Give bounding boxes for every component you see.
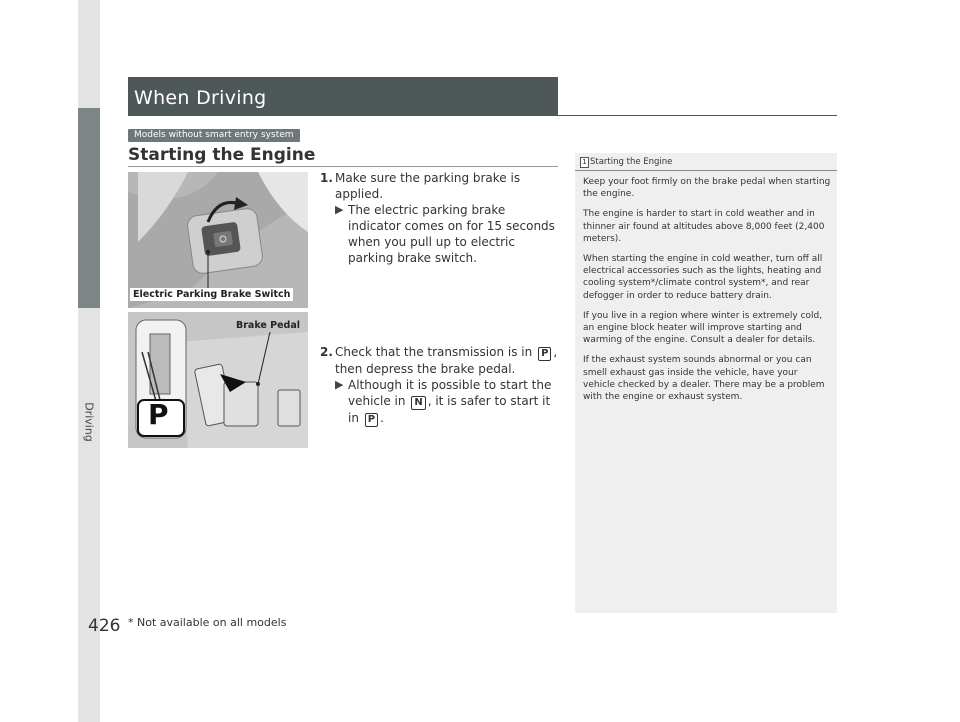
- section-title-rule: [128, 166, 558, 167]
- gear-key-p: P: [538, 347, 551, 361]
- side-tab-marker: [78, 108, 100, 308]
- instruction-steps: [320, 170, 560, 427]
- step-2: 2. Check that the transmission is in P , then depress the brake pedal. ▶ Although it is possible to start the vehicle in N , it is safer to start it in P .: [320, 344, 560, 427]
- side-tab-label: Driving: [82, 402, 96, 442]
- step-1: 1. Make sure the parking brake is applied. ▶ The electric parking brake indicator comes on for 15 seconds when you pull up to electric parking brake switch.: [320, 170, 560, 266]
- sidebar-heading: 1 Starting the Engine: [575, 153, 837, 171]
- brake-switch-callout: Electric Parking Brake Switch: [130, 288, 293, 301]
- sidebar-rule: [575, 170, 837, 171]
- sidebar-text: [583, 176, 831, 411]
- section-title: Starting the Engine: [128, 145, 316, 165]
- page-number: 426: [88, 616, 121, 636]
- chapter-header: [128, 77, 558, 115]
- chapter-side-tab: [78, 0, 100, 722]
- parking-brake-illustration: [128, 172, 308, 308]
- gear-key-n: N: [411, 396, 425, 410]
- sidebar-paragraph: If the exhaust system sounds abnormal or you can smell exhaust gas inside the vehicle, have your vehicle checked by a dealer. There may be a problem with the engine or exhaust system.: [583, 355, 825, 403]
- sidebar-paragraph: The engine is harder to start in cold weather and in thinner air found at altitudes above 8,000 feet (2,400 meters).: [583, 209, 825, 244]
- arrow-icon: ▶: [335, 378, 344, 391]
- step-2-note: ▶ Although it is possible to start the vehicle in N , it is safer to start it in P .: [335, 378, 552, 425]
- gear-p-letter: P: [148, 398, 169, 431]
- header-title: When Driving: [134, 87, 267, 109]
- brake-pedal-illustration: [128, 312, 308, 448]
- sidebar-paragraph: Keep your foot firmly on the brake pedal when starting the engine.: [583, 177, 831, 200]
- brake-pedal-callout: Brake Pedal: [236, 320, 301, 331]
- sidebar-paragraph: If you live in a region where winter is extremely cold, an engine block heater will improve starting and warming of the engine. Consult a dealer for details.: [583, 310, 823, 346]
- header-rule: [128, 115, 837, 116]
- model-badge: Models without smart entry system: [128, 129, 300, 142]
- step-1-note: ▶ The electric parking brake indicator comes on for 15 seconds when you pull up to electric parking brake switch.: [335, 203, 555, 265]
- sidebar-paragraph: When starting the engine in cold weather, turn off all electrical accessories such as the lights, heating and cooling system*/climate control system*, and rear defogger in order to reduce battery drain.: [583, 254, 823, 301]
- arrow-icon: ▶: [335, 203, 344, 216]
- gear-key-p: P: [365, 413, 378, 427]
- footnote: * Not available on all models: [128, 616, 287, 629]
- reference-icon: 1: [580, 157, 589, 168]
